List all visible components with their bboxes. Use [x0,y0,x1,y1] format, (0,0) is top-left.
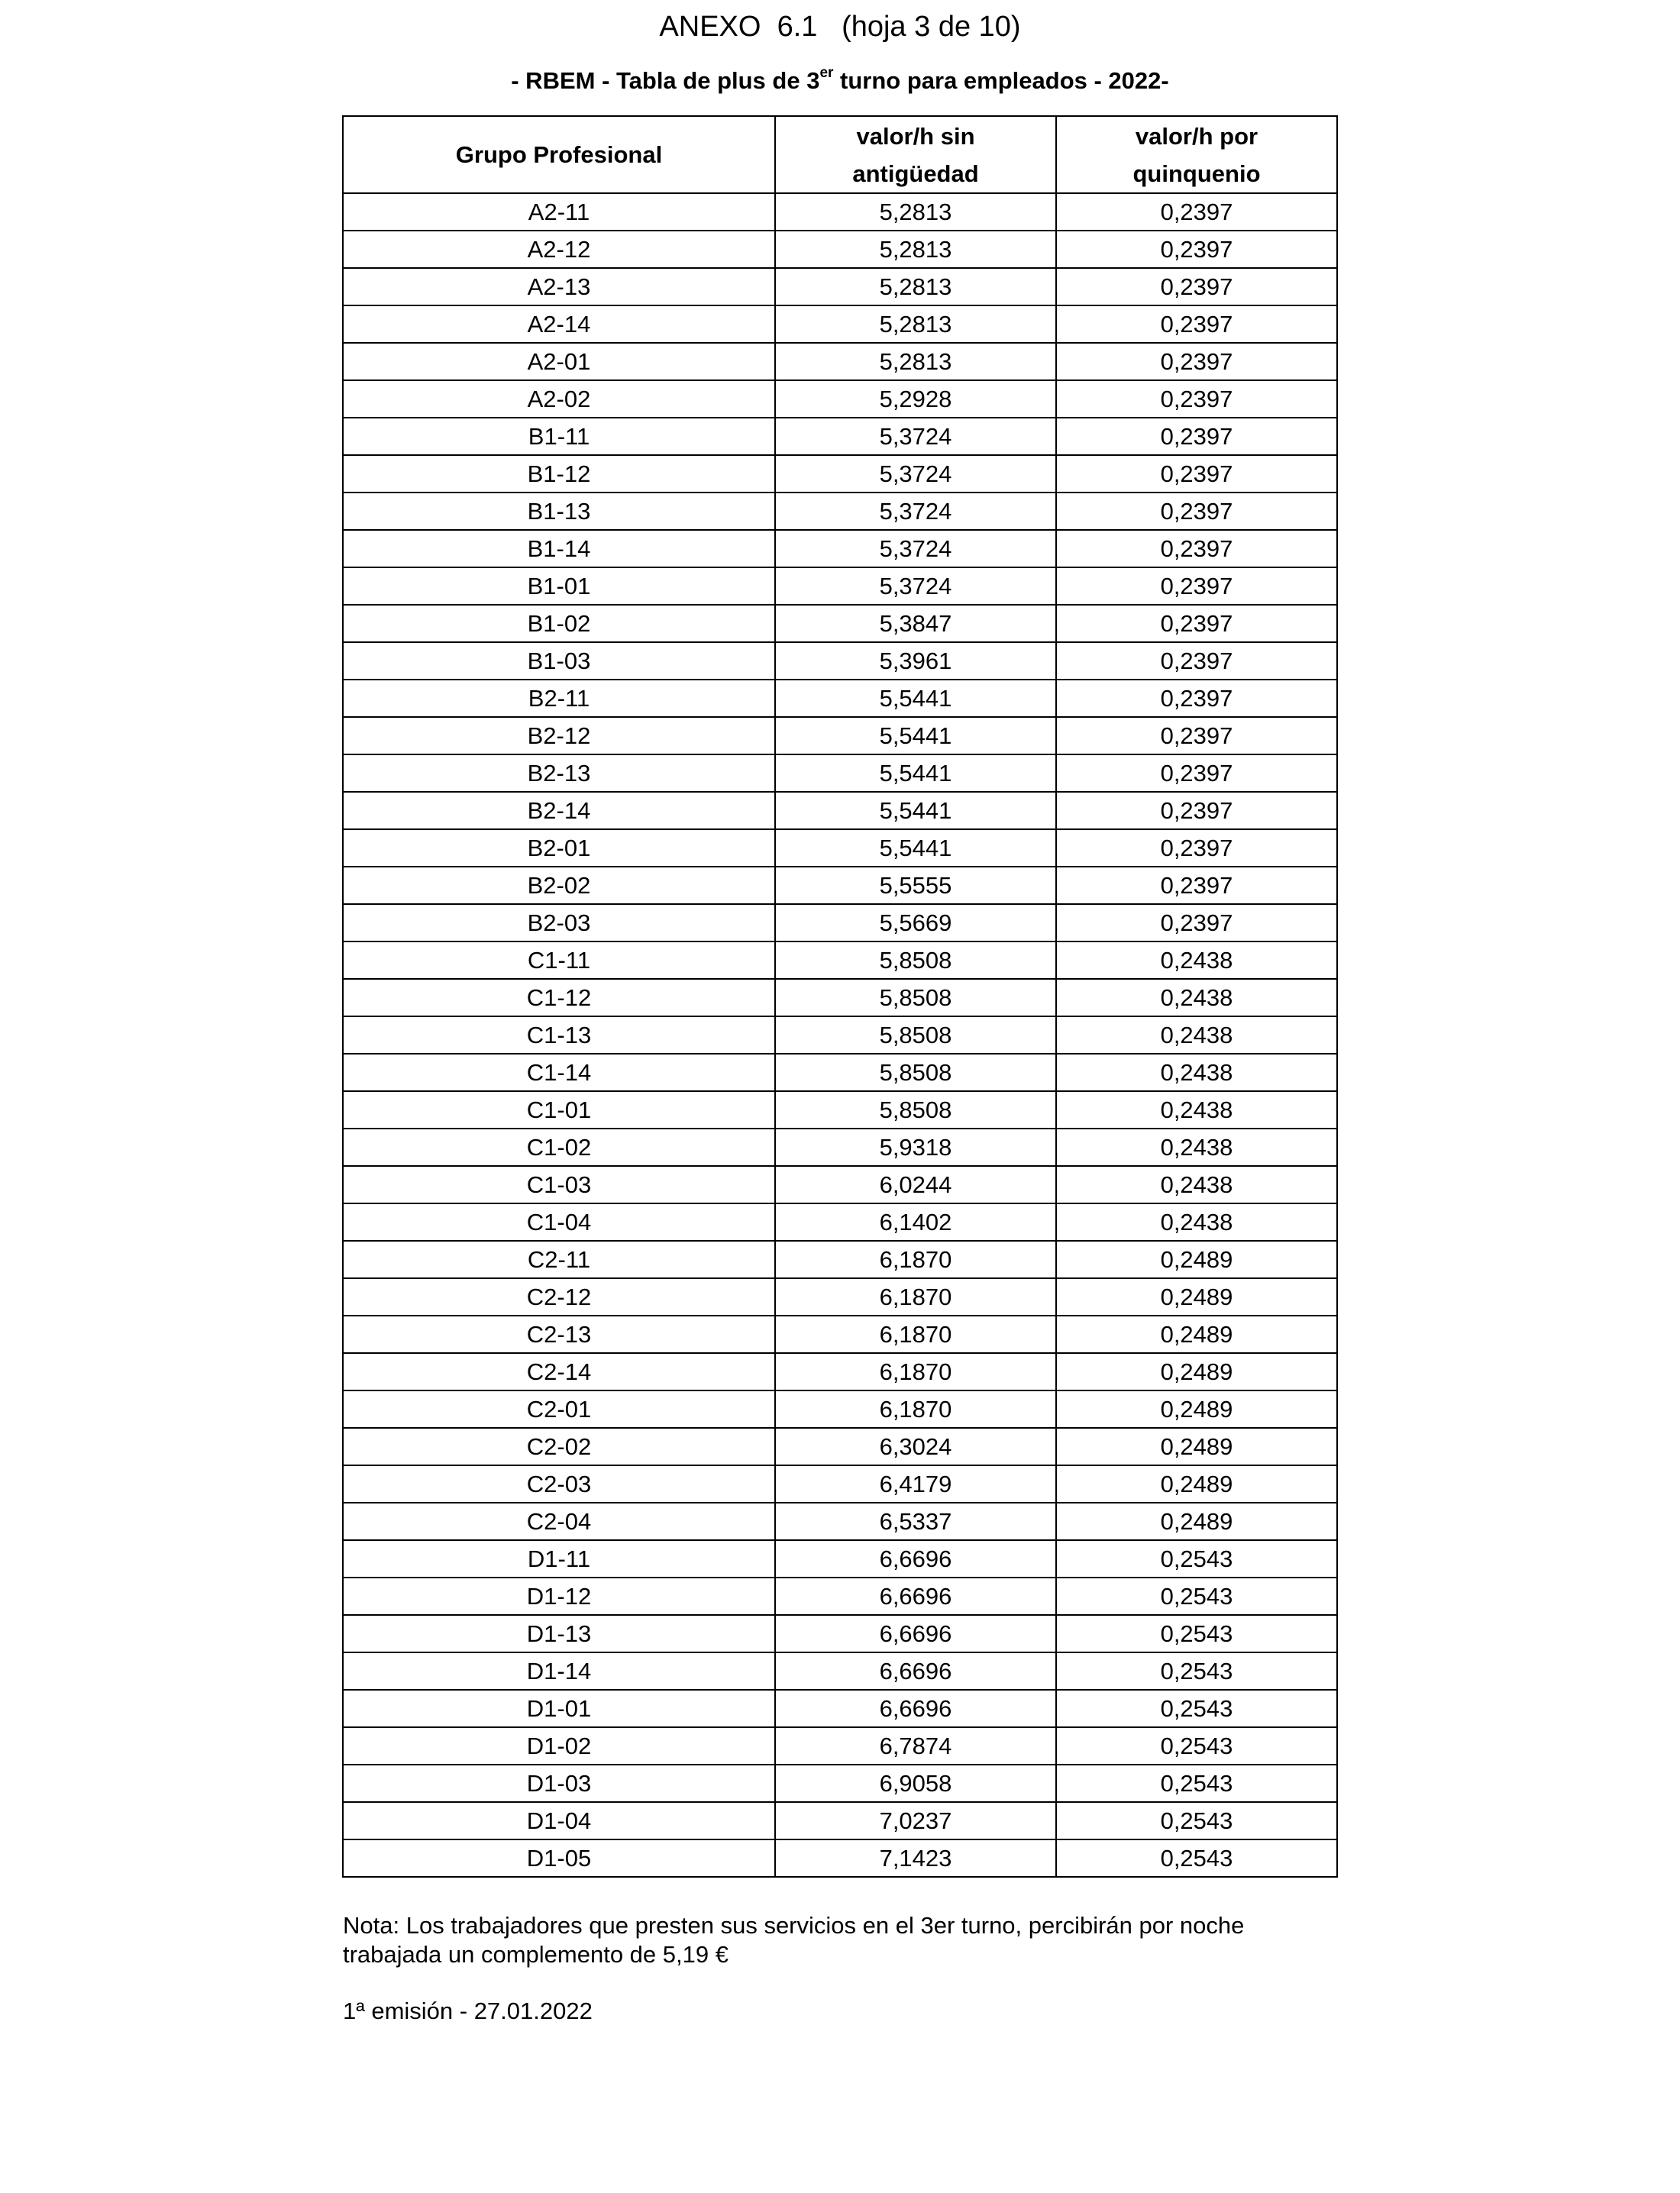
cell-valor-sin-antiguedad: 5,2813 [775,343,1056,380]
table-row [343,941,1337,979]
cell-valor-sin-antiguedad: 5,3724 [775,530,1056,567]
cell-grupo: B2-02 [343,867,775,904]
cell-valor-sin-antiguedad: 5,5555 [775,867,1056,904]
cell-grupo: B2-14 [343,792,775,829]
cell-grupo: D1-14 [343,1652,775,1690]
cell-valor-quinquenio: 0,2397 [1056,754,1337,792]
table-row [343,1578,1337,1615]
cell-valor-sin-antiguedad: 7,1423 [775,1839,1056,1877]
cell-grupo: B1-14 [343,530,775,567]
cell-valor-sin-antiguedad: 5,9318 [775,1129,1056,1166]
table-row [343,418,1337,455]
table-row [343,268,1337,305]
cell-grupo: B1-01 [343,567,775,605]
cell-valor-sin-antiguedad: 5,3724 [775,418,1056,455]
cell-valor-quinquenio: 0,2438 [1056,1129,1337,1166]
cell-grupo: C2-14 [343,1353,775,1390]
table-row [343,1465,1337,1503]
cell-valor-quinquenio: 0,2489 [1056,1465,1337,1503]
cell-valor-sin-antiguedad: 6,9058 [775,1765,1056,1802]
table-row [343,1428,1337,1465]
issue-date: 1ª emisión - 27.01.2022 [343,1998,593,2024]
table-row [343,754,1337,792]
table-row [343,380,1337,418]
cell-valor-quinquenio: 0,2489 [1056,1353,1337,1390]
cell-grupo: D1-02 [343,1727,775,1765]
cell-valor-quinquenio: 0,2543 [1056,1802,1337,1839]
table-row [343,1016,1337,1054]
cell-valor-quinquenio: 0,2543 [1056,1652,1337,1690]
table-row [343,193,1337,231]
cell-valor-sin-antiguedad: 5,8508 [775,1091,1056,1129]
cell-valor-sin-antiguedad: 5,8508 [775,1054,1056,1091]
cell-grupo: B1-12 [343,455,775,493]
table-row [343,1615,1337,1652]
cell-valor-quinquenio: 0,2397 [1056,380,1337,418]
cell-grupo: C2-12 [343,1278,775,1316]
header-valor-quinquenio-line2: quinquenio [1132,160,1261,187]
header-valor-sin-antiguedad-line2: antigüedad [852,160,979,187]
cell-valor-sin-antiguedad: 5,5441 [775,792,1056,829]
table-row [343,642,1337,680]
header-valor-quinquenio-line1: valor/h por [1135,122,1258,150]
table-row [343,567,1337,605]
cell-valor-quinquenio: 0,2489 [1056,1278,1337,1316]
table-row [343,1241,1337,1278]
cell-grupo: B1-13 [343,493,775,530]
cell-valor-quinquenio: 0,2397 [1056,193,1337,231]
cell-valor-quinquenio: 0,2397 [1056,680,1337,717]
table-row [343,1353,1337,1390]
table-row [343,530,1337,567]
table-row [343,1091,1337,1129]
cell-valor-sin-antiguedad: 6,6696 [775,1578,1056,1615]
cell-valor-sin-antiguedad: 6,1870 [775,1353,1056,1390]
cell-valor-quinquenio: 0,2543 [1056,1839,1337,1877]
cell-grupo: C2-04 [343,1503,775,1540]
cell-grupo: A2-02 [343,380,775,418]
cell-valor-sin-antiguedad: 6,5337 [775,1503,1056,1540]
table-row [343,1129,1337,1166]
table-row [343,231,1337,268]
table-row [343,343,1337,380]
cell-grupo: B1-11 [343,418,775,455]
cell-grupo: C1-11 [343,941,775,979]
table-row [343,1540,1337,1578]
cell-valor-sin-antiguedad: 6,1870 [775,1316,1056,1353]
cell-valor-quinquenio: 0,2397 [1056,418,1337,455]
cell-valor-sin-antiguedad: 5,3724 [775,493,1056,530]
table-body [343,193,1337,1877]
cell-valor-quinquenio: 0,2489 [1056,1390,1337,1428]
cell-grupo: A2-11 [343,193,775,231]
table-row [343,1278,1337,1316]
cell-valor-quinquenio: 0,2397 [1056,530,1337,567]
table-row [343,867,1337,904]
cell-valor-sin-antiguedad: 6,1870 [775,1241,1056,1278]
cell-grupo: C1-04 [343,1203,775,1241]
cell-valor-quinquenio: 0,2397 [1056,231,1337,268]
cell-valor-quinquenio: 0,2543 [1056,1578,1337,1615]
table-row [343,1727,1337,1765]
table-row [343,1839,1337,1877]
subtitle-prefix: - RBEM - Tabla de plus de 3 [511,67,820,94]
cell-grupo: D1-03 [343,1765,775,1802]
table-row [343,1690,1337,1727]
table-row [343,717,1337,754]
table-row [343,305,1337,343]
cell-valor-sin-antiguedad: 5,3847 [775,605,1056,642]
cell-valor-quinquenio: 0,2438 [1056,979,1337,1016]
table-row [343,605,1337,642]
cell-grupo: C1-14 [343,1054,775,1091]
cell-grupo: A2-13 [343,268,775,305]
cell-valor-quinquenio: 0,2438 [1056,1091,1337,1129]
cell-valor-sin-antiguedad: 5,8508 [775,941,1056,979]
table-row [343,1166,1337,1203]
cell-valor-sin-antiguedad: 6,3024 [775,1428,1056,1465]
header-grupo-profesional: Grupo Profesional [343,116,775,193]
table-header-row [343,116,1337,193]
header-valor-sin-antiguedad [775,116,1056,193]
page-title: ANEXO 6.1 (hoja 3 de 10) [659,11,1021,43]
cell-valor-quinquenio: 0,2489 [1056,1316,1337,1353]
cell-valor-sin-antiguedad: 5,3724 [775,455,1056,493]
table-row [343,1765,1337,1802]
cell-valor-sin-antiguedad: 5,5441 [775,717,1056,754]
cell-grupo: B1-02 [343,605,775,642]
cell-valor-quinquenio: 0,2543 [1056,1727,1337,1765]
cell-valor-sin-antiguedad: 7,0237 [775,1802,1056,1839]
cell-valor-quinquenio: 0,2397 [1056,455,1337,493]
cell-grupo: C2-02 [343,1428,775,1465]
cell-grupo: C1-03 [343,1166,775,1203]
cell-grupo: D1-13 [343,1615,775,1652]
cell-grupo: C1-12 [343,979,775,1016]
cell-valor-quinquenio: 0,2397 [1056,642,1337,680]
cell-valor-sin-antiguedad: 5,5441 [775,829,1056,867]
footnote [343,1911,1374,1969]
header-valor-quinquenio [1056,116,1337,193]
cell-grupo: B2-03 [343,904,775,941]
subtitle-superscript: er [819,64,834,81]
cell-grupo: C2-11 [343,1241,775,1278]
cell-valor-sin-antiguedad: 6,1870 [775,1278,1056,1316]
cell-valor-sin-antiguedad: 6,7874 [775,1727,1056,1765]
cell-valor-sin-antiguedad: 5,5441 [775,754,1056,792]
table-row [343,1802,1337,1839]
cell-valor-quinquenio: 0,2397 [1056,904,1337,941]
cell-valor-quinquenio: 0,2397 [1056,717,1337,754]
table-row [343,1390,1337,1428]
cell-valor-quinquenio: 0,2543 [1056,1765,1337,1802]
cell-valor-quinquenio: 0,2397 [1056,567,1337,605]
cell-valor-sin-antiguedad: 5,2813 [775,231,1056,268]
cell-valor-sin-antiguedad: 6,0244 [775,1166,1056,1203]
table-row [343,904,1337,941]
cell-valor-sin-antiguedad: 6,6696 [775,1652,1056,1690]
cell-valor-quinquenio: 0,2489 [1056,1241,1337,1278]
table-row [343,1054,1337,1091]
cell-grupo: B2-12 [343,717,775,754]
table-subtitle [0,64,1680,95]
cell-grupo: A2-01 [343,343,775,380]
cell-grupo: D1-11 [343,1540,775,1578]
cell-grupo: C1-02 [343,1129,775,1166]
cell-valor-sin-antiguedad: 6,6696 [775,1540,1056,1578]
cell-valor-quinquenio: 0,2438 [1056,1016,1337,1054]
cell-grupo: D1-01 [343,1690,775,1727]
cell-valor-sin-antiguedad: 5,5669 [775,904,1056,941]
table-row [343,792,1337,829]
cell-grupo: D1-12 [343,1578,775,1615]
table-row [343,1652,1337,1690]
table-row [343,1316,1337,1353]
cell-grupo: C2-01 [343,1390,775,1428]
footnote-line1: Nota: Los trabajadores que presten sus servicios en el 3er turno, percibirán por noche [343,1912,1245,1939]
cell-grupo: A2-12 [343,231,775,268]
cell-grupo: C1-13 [343,1016,775,1054]
cell-valor-sin-antiguedad: 5,2813 [775,305,1056,343]
table-row [343,680,1337,717]
cell-valor-sin-antiguedad: 6,6696 [775,1690,1056,1727]
cell-valor-quinquenio: 0,2438 [1056,1054,1337,1091]
cell-grupo: D1-04 [343,1802,775,1839]
cell-valor-quinquenio: 0,2397 [1056,829,1337,867]
cell-valor-quinquenio: 0,2397 [1056,792,1337,829]
cell-valor-sin-antiguedad: 6,1870 [775,1390,1056,1428]
cell-valor-quinquenio: 0,2438 [1056,1166,1337,1203]
cell-valor-sin-antiguedad: 5,2813 [775,268,1056,305]
cell-valor-sin-antiguedad: 6,4179 [775,1465,1056,1503]
cell-grupo: B2-01 [343,829,775,867]
table-row [343,493,1337,530]
cell-valor-quinquenio: 0,2397 [1056,867,1337,904]
cell-grupo: B1-03 [343,642,775,680]
cell-valor-quinquenio: 0,2397 [1056,605,1337,642]
cell-valor-sin-antiguedad: 5,3961 [775,642,1056,680]
cell-valor-quinquenio: 0,2543 [1056,1690,1337,1727]
cell-valor-quinquenio: 0,2397 [1056,493,1337,530]
cell-valor-sin-antiguedad: 5,8508 [775,979,1056,1016]
cell-valor-quinquenio: 0,2397 [1056,305,1337,343]
table-row [343,979,1337,1016]
cell-valor-quinquenio: 0,2438 [1056,941,1337,979]
table-row [343,1503,1337,1540]
cell-grupo: A2-14 [343,305,775,343]
cell-valor-sin-antiguedad: 6,6696 [775,1615,1056,1652]
cell-grupo: C2-13 [343,1316,775,1353]
table-row [343,829,1337,867]
table-row [343,455,1337,493]
footnote-line2: trabajada un complemento de 5,19 € [343,1941,729,1968]
cell-valor-quinquenio: 0,2397 [1056,268,1337,305]
cell-valor-quinquenio: 0,2489 [1056,1428,1337,1465]
cell-valor-sin-antiguedad: 5,3724 [775,567,1056,605]
cell-grupo: C1-01 [343,1091,775,1129]
table-row [343,1203,1337,1241]
cell-valor-quinquenio: 0,2543 [1056,1615,1337,1652]
salary-table [342,115,1338,1878]
cell-valor-sin-antiguedad: 5,2813 [775,193,1056,231]
header-valor-sin-antiguedad-line1: valor/h sin [856,122,975,150]
subtitle-suffix: turno para empleados - 2022- [833,67,1169,94]
cell-valor-quinquenio: 0,2397 [1056,343,1337,380]
cell-valor-sin-antiguedad: 5,8508 [775,1016,1056,1054]
cell-valor-quinquenio: 0,2438 [1056,1203,1337,1241]
cell-valor-quinquenio: 0,2489 [1056,1503,1337,1540]
cell-grupo: C2-03 [343,1465,775,1503]
cell-valor-quinquenio: 0,2543 [1056,1540,1337,1578]
cell-grupo: B2-13 [343,754,775,792]
cell-valor-sin-antiguedad: 5,2928 [775,380,1056,418]
cell-grupo: B2-11 [343,680,775,717]
cell-valor-sin-antiguedad: 5,5441 [775,680,1056,717]
cell-valor-sin-antiguedad: 6,1402 [775,1203,1056,1241]
cell-grupo: D1-05 [343,1839,775,1877]
